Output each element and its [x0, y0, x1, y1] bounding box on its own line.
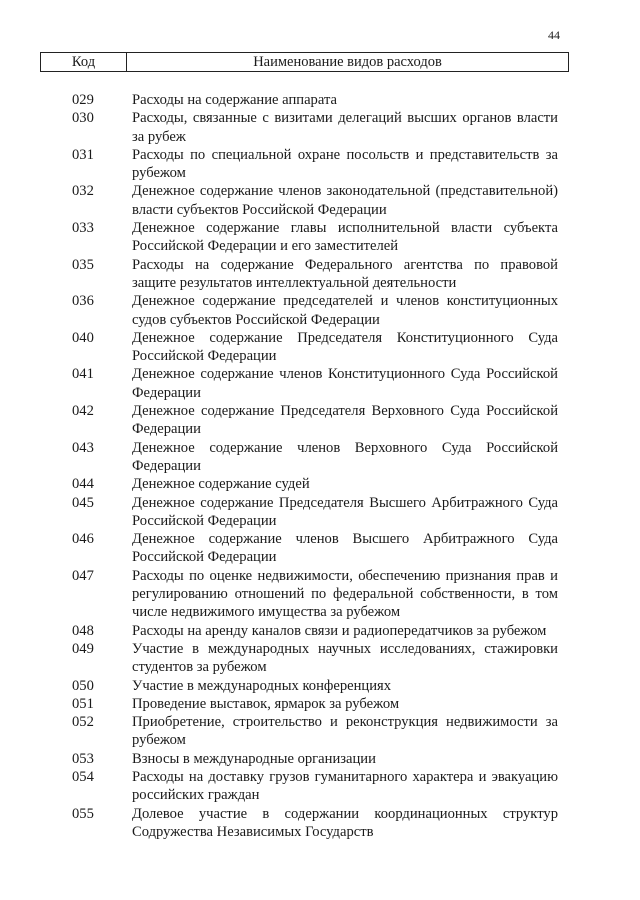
row-code: 046 — [72, 531, 94, 548]
row-code: 045 — [72, 494, 94, 511]
table-row — [72, 292, 558, 329]
table-row — [72, 494, 558, 531]
row-code: 053 — [72, 750, 94, 767]
table-row — [72, 109, 558, 146]
table-row — [72, 530, 558, 567]
row-description: Расходы на содержание аппарата — [132, 92, 337, 108]
row-code: 040 — [72, 329, 94, 346]
row-description: Расходы на аренду каналов связи и радиопередатчиков за рубежом — [132, 622, 547, 639]
table-row — [72, 146, 558, 183]
header-code: Код — [41, 53, 127, 71]
table-row — [72, 91, 558, 109]
table-row — [72, 402, 558, 439]
table-row — [72, 182, 558, 219]
table-header — [40, 52, 569, 72]
row-description: Расходы на доставку грузов гуманитарного характера и эвакуацию российских граждан — [132, 768, 558, 804]
row-description: Расходы, связанные с визитами делегаций высших органов власти за рубеж — [132, 110, 558, 145]
table-row — [72, 219, 558, 256]
row-code: 042 — [72, 403, 94, 420]
row-description: Расходы на содержание Федерального агентства по правовой защите результатов интеллектуальной деятельности — [132, 256, 558, 291]
table-row — [72, 695, 558, 713]
row-description: Расходы по оценке недвижимости, обеспечению признания прав и регулированию отношений по федеральной собственности, в том числе недвижимого имущества за рубежом — [132, 567, 558, 621]
row-code: 031 — [72, 146, 94, 163]
row-code: 033 — [72, 220, 94, 237]
row-description: Денежное содержание Председателя Верховного Суда Российской Федерации — [132, 403, 558, 438]
row-code: 049 — [72, 640, 94, 657]
row-code: 035 — [72, 256, 94, 273]
row-code: 029 — [72, 92, 94, 108]
row-description: Проведение выставок, ярмарок за рубежом — [132, 695, 400, 712]
row-description: Денежное содержание членов Конституционного Суда Российской Федерации — [132, 366, 558, 401]
row-code: 048 — [72, 622, 94, 639]
table-row — [72, 768, 558, 805]
row-code: 044 — [72, 476, 94, 493]
row-description: Денежное содержание судей — [132, 476, 310, 493]
row-description: Денежное содержание Председателя Высшего Арбитражного Суда Российской Федерации — [132, 494, 558, 529]
row-code: 054 — [72, 768, 94, 785]
header-name: Наименование видов расходов — [253, 54, 442, 70]
table-row — [72, 439, 558, 476]
table-row — [72, 365, 558, 402]
row-description: Участие в международных конференциях — [132, 677, 392, 694]
row-code: 043 — [72, 439, 94, 456]
page-number: 44 — [548, 28, 560, 42]
table-row — [72, 640, 558, 677]
row-code: 047 — [72, 567, 94, 584]
row-description: Денежное содержание главы исполнительной власти субъекта Российской Федерации и его заместителей — [132, 220, 558, 255]
table-row — [72, 329, 558, 366]
row-code: 036 — [72, 293, 94, 310]
row-description: Денежное содержание членов Высшего Арбитражного Суда Российской Федерации — [132, 531, 558, 566]
table-row — [72, 805, 558, 842]
row-description: Денежное содержание членов законодательной (представительной) власти субъектов Российской Федерации — [132, 183, 558, 218]
row-description: Расходы по специальной охране посольств и представительств за рубежом — [132, 146, 558, 182]
row-code: 030 — [72, 110, 94, 127]
row-code: 041 — [72, 366, 94, 383]
row-description: Денежное содержание Председателя Конституционного Суда Российской Федерации — [132, 329, 558, 365]
row-code: 051 — [72, 695, 94, 712]
table-row — [72, 713, 558, 750]
row-code: 052 — [72, 714, 94, 731]
table-row — [72, 750, 558, 768]
row-code: 032 — [72, 183, 94, 200]
row-description: Взносы в международные организации — [132, 750, 376, 767]
row-description: Денежное содержание членов Верховного Суда Российской Федерации — [132, 439, 558, 474]
table-row — [72, 622, 558, 640]
row-description: Участие в международных научных исследованиях, стажировки студентов за рубежом — [132, 640, 558, 676]
table-row — [72, 677, 558, 695]
row-description: Приобретение, строительство и реконструкция недвижимости за рубежом — [132, 714, 558, 749]
row-code: 055 — [72, 805, 94, 822]
table-row — [72, 256, 558, 293]
expense-table — [72, 91, 558, 841]
table-row — [72, 567, 558, 622]
row-description: Долевое участие в содержании координационных структур Содружества Независимых Государств — [132, 805, 558, 840]
row-code: 050 — [72, 677, 94, 694]
table-row — [72, 475, 558, 493]
row-description: Денежное содержание председателей и членов конституционных судов субъектов Российской Федерации — [132, 293, 558, 328]
